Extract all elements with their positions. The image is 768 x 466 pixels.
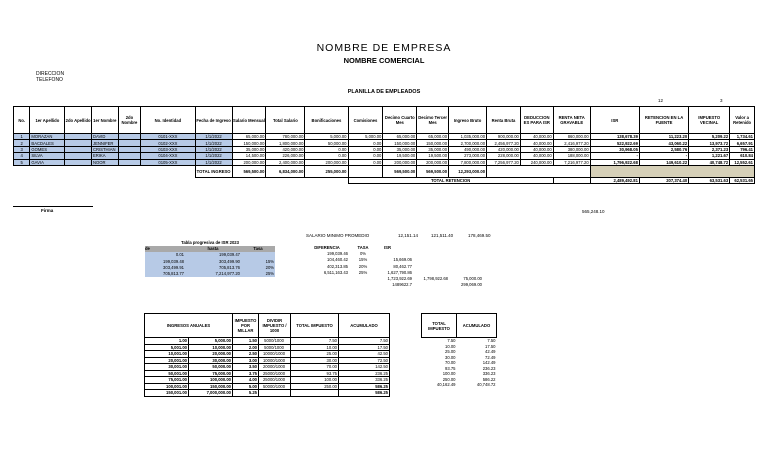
- table-cell: 30.00: [445, 354, 456, 360]
- table-cell: 250.00: [442, 376, 456, 382]
- table-cell: ERIKA: [91, 153, 118, 159]
- table-cell: [348, 282, 378, 288]
- table-cell: 1.50: [233, 338, 259, 345]
- totals-label: TOTAL INGRESO: [195, 165, 232, 177]
- table-cell: SILVA: [30, 153, 65, 159]
- table-cell: 3.50: [233, 364, 259, 371]
- col-header: hasta: [185, 246, 241, 252]
- table-cell: 50,001.00: [145, 370, 189, 377]
- table-cell: 4.00: [233, 377, 259, 384]
- payroll-table: [13, 106, 755, 184]
- table-cell: 50,000.00: [305, 140, 348, 146]
- table-cell: 200,000.00: [417, 159, 449, 165]
- table-cell: 17.50: [485, 343, 496, 349]
- table-cell: 226,000.00: [266, 153, 305, 159]
- table-cell: 30,968.05: [590, 146, 639, 152]
- municipal-header-row: [145, 314, 390, 338]
- col-header: Fecha de Ingreso: [195, 107, 232, 134]
- table-cell: 199,039.48: [145, 259, 185, 265]
- table-cell: 7.50: [291, 338, 339, 345]
- table-cell: 0103-XXX: [141, 146, 195, 152]
- table-cell: 138,678.39: [590, 134, 639, 140]
- minimum-salary-label: SALARIO MINIMO PROMEDIO: [306, 233, 370, 238]
- table-cell: 42.49: [485, 349, 496, 355]
- table-cell: 610.84: [730, 153, 755, 159]
- table-cell: 14,500.00: [232, 153, 266, 159]
- table-cell: 50000/1000: [259, 383, 291, 390]
- table-cell: 0.00: [348, 159, 383, 165]
- table-cell: 273,000.00: [449, 153, 487, 159]
- table-cell: 0.00: [305, 153, 348, 159]
- table-cell: 3.75: [233, 370, 259, 377]
- table-cell: 705,813.76: [185, 265, 241, 271]
- table-cell: 0104-XXX: [141, 153, 195, 159]
- table-cell: 70.00: [291, 364, 339, 371]
- company-contact: [36, 71, 64, 83]
- table-cell: 75,001.00: [145, 377, 189, 384]
- table-cell: 420,000.00: [266, 146, 305, 152]
- table-cell: 1.00: [145, 338, 189, 345]
- col-header: TOTAL IMPUESTO: [422, 314, 457, 338]
- table-cell: 30.00: [291, 357, 339, 364]
- isr-progressive-table: [145, 240, 275, 277]
- table-cell: 2: [14, 140, 30, 146]
- col-header: ACUMULADO: [339, 314, 390, 338]
- table-cell: 780,000.00: [266, 134, 305, 140]
- commercial-name: NOMBRE COMERCIAL: [343, 56, 425, 65]
- table-cell: 5,209.22: [689, 134, 730, 140]
- table-cell: 10000/1000: [259, 357, 291, 364]
- progressive-title: Tabla progresiva de ISR 2023: [181, 240, 239, 246]
- col-header: DIFERENCIA: [314, 245, 340, 251]
- table-cell: 100.00: [442, 371, 456, 377]
- table-cell: 25000/1000: [259, 377, 291, 384]
- table-cell: 17.50: [339, 344, 390, 351]
- table-cell: GOMES: [30, 146, 65, 152]
- col-header: Comisiones: [348, 107, 383, 134]
- retencion-fuente: 207,374.40: [639, 177, 688, 183]
- table-cell: 0101-XXX: [141, 134, 195, 140]
- table-cell: 0.01: [145, 252, 185, 258]
- table-cell: 40,000.00: [520, 146, 553, 152]
- table-cell: 12,552.61: [730, 159, 755, 165]
- table-cell: 7,216,977.20: [553, 159, 590, 165]
- table-cell: 7,000,000.00: [189, 390, 233, 397]
- col-header: IMPUESTO POR MILLAR: [233, 314, 259, 338]
- table-cell: [306, 282, 348, 288]
- col-header: No. Identidad: [141, 107, 195, 134]
- table-cell: 150,000.00: [189, 383, 233, 390]
- table-cell: 25%: [358, 269, 368, 275]
- table-cell: MORAZAN: [30, 134, 65, 140]
- table-cell: 2,416,977.20: [553, 140, 590, 146]
- table-cell: 200,000.00: [383, 159, 417, 165]
- col-header: Ingreso Bruto: [449, 107, 487, 134]
- table-cell: 40,162.49: [436, 382, 456, 388]
- table-cell: CRISTHIAN: [91, 146, 118, 152]
- col-header: 1er Nombre: [91, 107, 118, 134]
- table-cell: 402,313.85: [327, 263, 348, 269]
- table-cell: 3: [14, 146, 30, 152]
- table-cell: BACDALES: [30, 140, 65, 146]
- table-cell: 150,001.00: [145, 390, 189, 397]
- table-cell: 5: [14, 159, 30, 165]
- table-cell: -: [590, 153, 639, 159]
- table-cell: 1,798,922.68: [423, 276, 448, 282]
- table-cell: [259, 390, 291, 397]
- address-label: DIRECCION: [36, 71, 65, 77]
- table-cell: 10,000.00: [189, 344, 233, 351]
- table-cell: 188,000.00: [553, 153, 590, 159]
- right-total-value: 565,248.10: [582, 209, 605, 214]
- table-cell: 1,035,000.00: [449, 134, 487, 140]
- table-cell: 15,669.06: [393, 257, 412, 263]
- phone-label: TELEFONO: [36, 77, 63, 83]
- table-row: [422, 382, 497, 388]
- table-cell: 0.00: [305, 146, 348, 152]
- table-cell: 0105-XXX: [141, 159, 195, 165]
- table-cell: [291, 390, 339, 397]
- table-cell: 20,001.00: [145, 357, 189, 364]
- table-cell: 72.50: [339, 357, 390, 364]
- table-cell: 5,001.00: [145, 344, 189, 351]
- table-cell: 1,800,000.00: [266, 140, 305, 146]
- col-header: Decimo Cuarto Mes: [383, 107, 417, 134]
- minimum-salary-value-1: 12,151.14: [398, 233, 419, 238]
- table-cell: 20000/1000: [259, 364, 291, 371]
- table-cell: 705,813.77: [145, 271, 185, 277]
- total-bonificaciones: 255,000.00: [305, 165, 348, 177]
- difference-table: [306, 245, 482, 288]
- table-cell: 72.49: [485, 354, 496, 360]
- table-cell: 20%: [358, 263, 368, 269]
- table-cell: -: [639, 153, 688, 159]
- table-cell: 1/1/2022: [195, 146, 232, 152]
- table-cell: 6,511,163.43: [323, 269, 348, 275]
- retencion-valor: 62,531.65: [730, 177, 755, 183]
- table-cell: 25.00: [291, 351, 339, 358]
- table-cell: 236.25: [339, 370, 390, 377]
- table-cell: 10.00: [445, 343, 456, 349]
- minimum-salary-value-2: 121,511.40: [431, 233, 454, 238]
- table-cell: 104,460.42: [327, 257, 348, 263]
- table-cell: 522,922.69: [590, 140, 639, 146]
- table-cell: 11,223.20: [639, 134, 688, 140]
- table-cell: 40,000.00: [520, 140, 553, 146]
- table-cell: 65,000.00: [232, 134, 266, 140]
- total-total-salario: 6,834,000.00: [266, 165, 305, 177]
- payroll-header-row: [14, 107, 755, 134]
- table-cell: 303,499.91: [145, 265, 185, 271]
- table-cell: 142.49: [482, 360, 496, 366]
- table-cell: 1,221.67: [689, 153, 730, 159]
- table-cell: 20%: [241, 265, 275, 271]
- col-header: RETENCION EN LA FUENTE: [639, 107, 688, 134]
- table-cell: 2,400,000.00: [266, 159, 305, 165]
- col-header: ISR: [590, 107, 639, 134]
- table-cell: 150,000.00: [417, 140, 449, 146]
- table-row: [306, 282, 482, 288]
- municipal-tax-table: [144, 313, 390, 397]
- table-cell: DAVID: [91, 134, 118, 140]
- table-cell: 2,456,977.20: [487, 140, 521, 146]
- table-cell: 70.00: [445, 360, 456, 366]
- top-number-2: 3: [720, 98, 723, 103]
- table-cell: 20,000.00: [189, 351, 233, 358]
- table-cell: 75,000.00: [189, 370, 233, 377]
- table-cell: 30,000.00: [189, 357, 233, 364]
- table-cell: 25.00: [445, 349, 456, 355]
- table-cell: 10.00: [291, 344, 339, 351]
- table-cell: 586.25: [339, 383, 390, 390]
- table-cell: 860,000.00: [553, 134, 590, 140]
- table-cell: 0102-XXX: [141, 140, 195, 146]
- table-cell: 7.50: [487, 338, 496, 344]
- table-row: [145, 271, 275, 277]
- col-header: Salario Mensual: [232, 107, 266, 134]
- table-cell: 2,371.23: [689, 146, 730, 152]
- total-decimo-cuarto: 569,500.00: [383, 165, 417, 177]
- col-header: Bonificaciones: [305, 107, 348, 134]
- retencion-isr: 2,489,492.81: [590, 177, 639, 183]
- table-cell: 1,723,922.69: [387, 276, 412, 282]
- table-cell: 35,000.00: [417, 146, 449, 152]
- table-cell: 1/1/2022: [195, 159, 232, 165]
- total-tax-header-row: [422, 314, 497, 338]
- table-cell: 5.25: [233, 390, 259, 397]
- table-cell: 5.00: [233, 383, 259, 390]
- table-cell: 25000/1000: [259, 370, 291, 377]
- table-cell: 5,000.00: [348, 134, 383, 140]
- table-cell: 30,001.00: [145, 364, 189, 371]
- table-cell: 40,000.00: [520, 153, 553, 159]
- table-cell: 200,000.00: [305, 159, 348, 165]
- col-header: 1er Apellido: [30, 107, 65, 134]
- table-row: [145, 390, 390, 397]
- table-cell: 380,000.00: [553, 146, 590, 152]
- table-cell: 7,214,977.20: [185, 271, 241, 277]
- col-header: Tasa: [241, 246, 275, 252]
- table-cell: 7.50: [339, 338, 390, 345]
- retencion-vecinal: 63,531.63: [689, 177, 730, 183]
- table-cell: 50,000.00: [189, 364, 233, 371]
- totals-shaded-cell: [590, 165, 754, 177]
- table-cell: 100,001.00: [145, 383, 189, 390]
- table-cell: 7,256,977.20: [487, 159, 521, 165]
- table-cell: 150,000.00: [383, 140, 417, 146]
- col-header: TASA: [357, 245, 369, 251]
- col-header: de: [145, 246, 185, 252]
- table-cell: 13,973.72: [689, 140, 730, 146]
- table-cell: 299,069.00: [461, 282, 482, 288]
- total-decimo-tercer: 569,500.00: [417, 165, 449, 177]
- table-cell: 586.22: [482, 376, 496, 382]
- table-cell: 6,657.91: [730, 140, 755, 146]
- col-header: Total Salario: [266, 107, 305, 134]
- col-header: Valor a Retenido: [730, 107, 755, 134]
- table-cell: 228,000.00: [487, 153, 521, 159]
- col-header: DIVIDIR IMPUESTO / 1000: [259, 314, 291, 338]
- table-cell: 250.00: [291, 383, 339, 390]
- table-cell: 75,000.00: [463, 276, 482, 282]
- table-cell: GAVIA: [30, 159, 65, 165]
- table-cell: 420,000.00: [487, 146, 521, 152]
- table-cell: 5000/1000: [259, 344, 291, 351]
- table-cell: 2.50: [233, 351, 259, 358]
- retencion-label: TOTAL RETENCION: [348, 177, 553, 183]
- table-cell: 150,000.00: [232, 140, 266, 146]
- col-header: ACUMULADO: [457, 314, 497, 338]
- table-cell: 149,610.22: [639, 159, 688, 165]
- company-name: NOMBRE DE EMPRESA: [316, 42, 452, 54]
- total-salario-mensual: 569,500.00: [232, 165, 266, 177]
- table-cell: 7,800,000.00: [449, 159, 487, 165]
- table-cell: 4: [14, 153, 30, 159]
- table-cell: JENNIFER: [91, 140, 118, 146]
- table-cell: 93.75: [445, 365, 456, 371]
- col-header: Renta Bruta: [487, 107, 521, 134]
- table-cell: 40,000.00: [520, 134, 553, 140]
- total-ingreso-bruto: 12,293,000.00: [449, 165, 487, 177]
- minimum-salary-value-3: 178,469.50: [468, 233, 491, 238]
- table-cell: NOOR: [91, 159, 118, 165]
- table-cell: 10000/1000: [259, 351, 291, 358]
- table-cell: 1,796,922.68: [590, 159, 639, 165]
- table-cell: 80,462.77: [393, 263, 412, 269]
- col-header: 2do Nombre: [118, 107, 141, 134]
- table-cell: 100.00: [291, 377, 339, 384]
- table-cell: 0.00: [348, 153, 383, 159]
- table-cell: 236.23: [482, 365, 496, 371]
- table-cell: [414, 282, 448, 288]
- col-header: RENTA NETA GRAVABLE: [553, 107, 590, 134]
- table-cell: 40,748.72: [476, 382, 496, 388]
- col-header: 2do Apellido: [65, 107, 92, 134]
- table-cell: 0.00: [348, 140, 383, 146]
- table-cell: 336.23: [482, 371, 496, 377]
- table-cell: 3.00: [233, 357, 259, 364]
- table-cell: 2,580.76: [639, 146, 688, 152]
- table-cell: 1,627,790.86: [387, 269, 412, 275]
- table-cell: 7.50: [447, 338, 456, 344]
- table-cell: 0%: [359, 251, 367, 257]
- table-cell: 240,000.00: [520, 159, 553, 165]
- col-header: Decimo Tercer Mes: [417, 107, 449, 134]
- table-cell: 199,039.46: [327, 251, 348, 257]
- payroll-title: PLANILLA DE EMPLEADOS: [347, 89, 421, 95]
- table-cell: 43,060.22: [639, 140, 688, 146]
- table-cell: 100,000.00: [189, 377, 233, 384]
- table-cell: 65,000.00: [383, 134, 417, 140]
- table-cell: 1/1/2022: [195, 140, 232, 146]
- table-cell: 900,000.00: [487, 134, 521, 140]
- table-cell: 586.25: [339, 390, 390, 397]
- table-cell: 35,000.00: [232, 146, 266, 152]
- top-number-1: 12: [658, 98, 664, 103]
- signature-line: [13, 206, 93, 207]
- table-cell: 40,748.72: [689, 159, 730, 165]
- table-cell: 1,734.61: [730, 134, 755, 140]
- table-cell: 25%: [241, 271, 275, 277]
- table-cell: 200,000.00: [232, 159, 266, 165]
- table-cell: 303,499.90: [185, 259, 241, 265]
- table-cell: 199,039.47: [185, 252, 241, 258]
- table-cell: 2,700,000.00: [449, 140, 487, 146]
- table-cell: 15%: [358, 257, 368, 263]
- col-header: DEDUCCION ES PARA ISR: [520, 107, 553, 134]
- col-header: IMPUESTO VECINAL: [689, 107, 730, 134]
- table-cell: 10,001.00: [145, 351, 189, 358]
- signature-label: Firma: [41, 208, 54, 213]
- col-header: INGRESOS ANUALES: [145, 314, 233, 338]
- table-cell: 42.50: [339, 351, 390, 358]
- table-cell: 5,000.00: [189, 338, 233, 345]
- table-cell: 1: [14, 134, 30, 140]
- table-cell: 1/1/2022: [195, 153, 232, 159]
- retencion-row: [14, 177, 755, 183]
- table-cell: 796.41: [730, 146, 755, 152]
- table-cell: 35,000.00: [383, 146, 417, 152]
- table-cell: 65,000.00: [417, 134, 449, 140]
- total-tax-table: [421, 313, 497, 388]
- col-header: TOTAL IMPUESTO: [291, 314, 339, 338]
- table-cell: 2.00: [233, 344, 259, 351]
- table-cell: 93.75: [291, 370, 339, 377]
- table-cell: 0.00: [348, 146, 383, 152]
- table-cell: 142.50: [339, 364, 390, 371]
- col-header: No.: [14, 107, 30, 134]
- table-cell: 5,000.00: [305, 134, 348, 140]
- table-cell: 15%: [241, 259, 275, 265]
- table-cell: 1489622.7: [392, 282, 412, 288]
- table-cell: 1/1/2022: [195, 134, 232, 140]
- table-cell: 19,500.00: [383, 153, 417, 159]
- table-cell: 5000/1000: [259, 338, 291, 345]
- totals-row: [14, 165, 755, 177]
- table-cell: 490,000.00: [449, 146, 487, 152]
- col-header: ISR: [384, 245, 391, 251]
- table-cell: 336.25: [339, 377, 390, 384]
- table-cell: 19,500.00: [417, 153, 449, 159]
